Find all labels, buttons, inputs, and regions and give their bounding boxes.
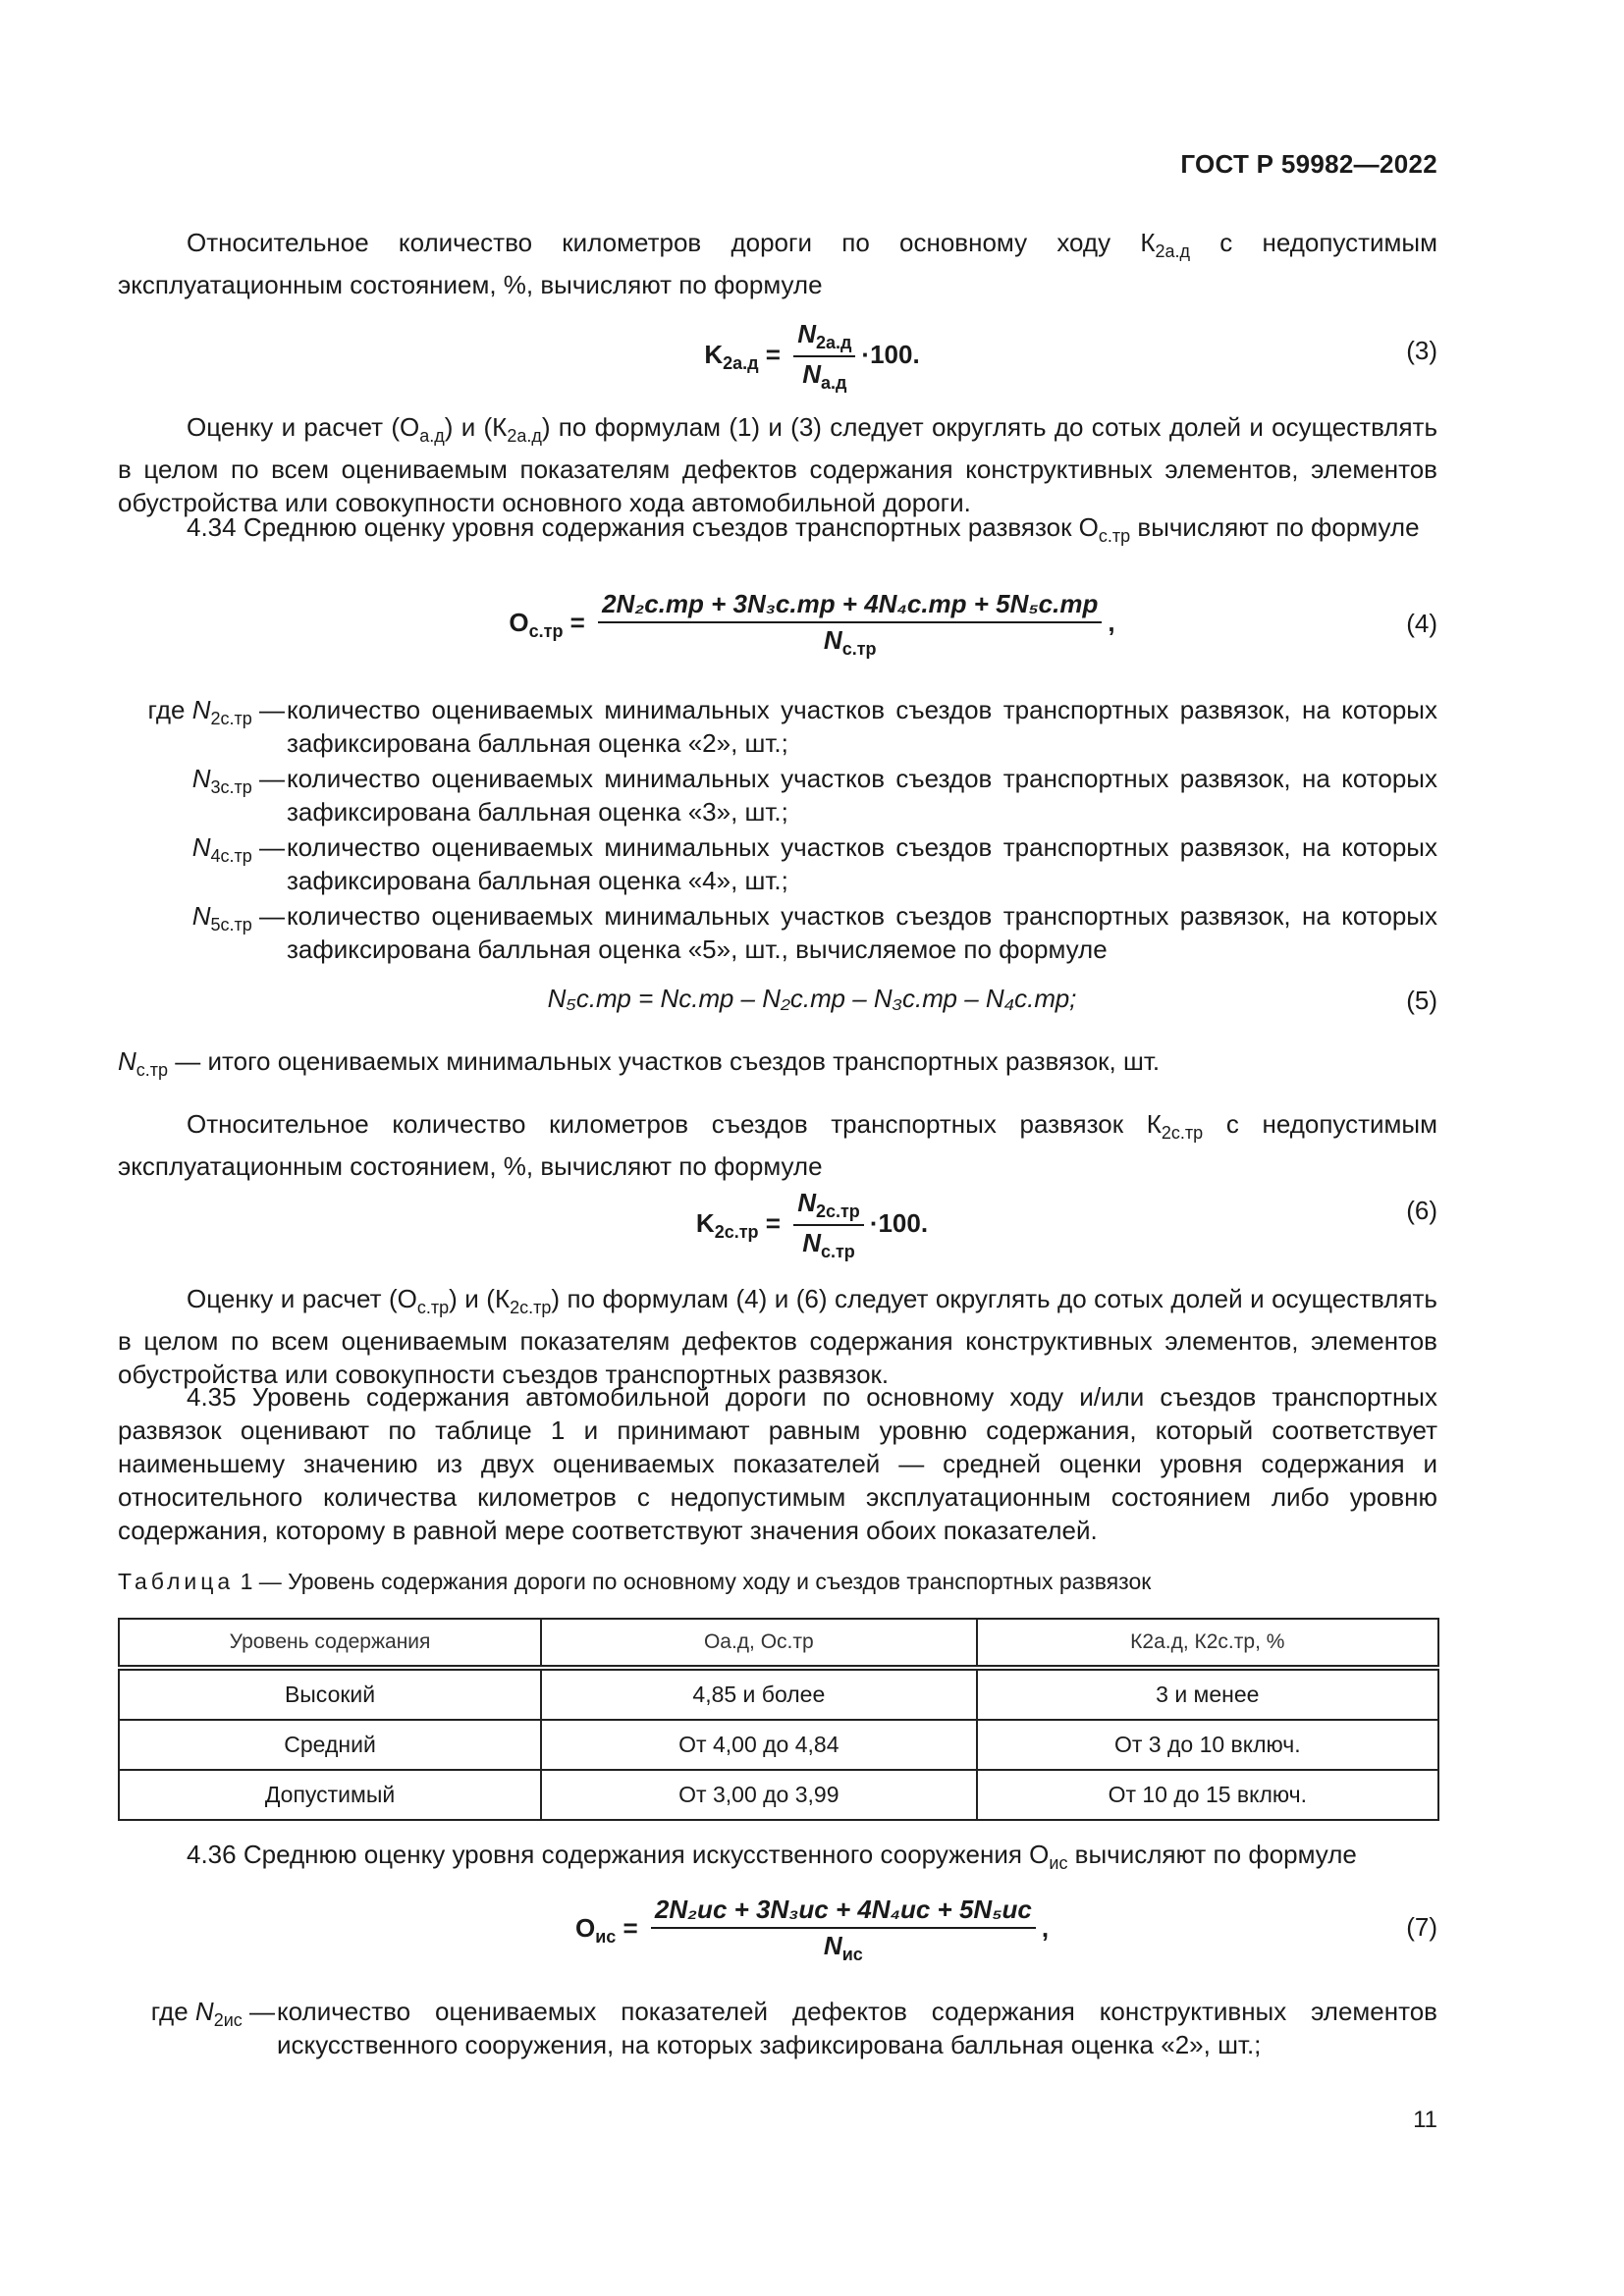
paragraph-4-36: 4.36 Среднюю оценку уровня содержания искусственного сооружения $О_{ис}$ вычисляют по формуле — [187, 1840, 1357, 1873]
formula-5: N₅с.тр = Nс.тр – N₂с.тр – N₃с.тр – N₄с.тр; — [547, 984, 1077, 1013]
table-cell: Высокий — [119, 1668, 541, 1720]
definition-n2is: где $N_{2ис}$ — количество оцениваемых показателей дефектов содержания конструктивных элементов искусственного сооружения, на которых зафиксирована балльная оценка «2», шт.; — [150, 1997, 1437, 2059]
formula-6: $K_{2с.тр}$ = $\frac{N_{2с.тр}}{N_{с.тр}}$ ·100. — [695, 1188, 929, 1261]
table-cell: 4,85 и более — [541, 1668, 977, 1720]
formula-6-number: (6) — [1406, 1196, 1437, 1225]
table-header-row — [119, 1619, 1438, 1668]
paragraph-rounding-2: Оценку и расчет $(О_{с.тр})$ и $(К_{2с.тр})$ по формулам (4) и (6) следует округлять до сотых долей и осуществлять в целом по всем оцениваемым показателям дефектов содержания конструктивных элементов, элементов обустройства или совокупности съездов транспортных развязок. — [118, 1284, 1437, 1389]
table-cell: 3 и менее — [977, 1668, 1438, 1720]
table-cell: От 10 до 15 включ. — [977, 1770, 1438, 1820]
page-number: 11 — [1413, 2107, 1437, 2133]
formula-4-number: (4) — [1406, 609, 1437, 638]
definition-n3ctr: $N_{3с.тр}$ — количество оцениваемых минимальных участков съездов транспортных развязок, на которых зафиксирована балльная оценка «3», шт.; — [191, 764, 1437, 827]
paragraph-rounding-1: Оценку и расчет $(О_{а.д})$ и $(К_{2а.д})$ по формулам (1) и (3) следует округлять до сотых долей и осуществлять в целом по всем оцениваемым показателям дефектов содержания конструктивных элементов, элементов обустройства или совокупности основного хода автомобильной дороги. — [118, 412, 1437, 517]
definition-nctr: $N_{с.тр}$ — итого оцениваемых минимальных участков съездов транспортных развязок, шт. — [118, 1046, 1161, 1080]
formula-3-number: (3) — [1406, 336, 1437, 365]
definition-n5ctr: $N_{5с.тр}$ — количество оцениваемых минимальных участков съездов транспортных развязок, на которых зафиксирована балльная оценка «5», шт., вычисляемое по формуле — [191, 901, 1437, 964]
table-row — [119, 1668, 1438, 1720]
formula-7-number: (7) — [1406, 1912, 1437, 1942]
paragraph-k2ctr-intro: Относительное количество километров съездов транспортных развязок $К_{2с.тр}$ с недопустимым эксплуатационным состоянием, %, вычисляют по формуле — [118, 1109, 1437, 1181]
table-header-level: Уровень содержания — [119, 1619, 541, 1668]
formula-4: $O_{с.тр}$ = $\frac{\text{2N₂с.тр + 3N₃с.тр + 4N₄с.тр + 5N₅с.тр}}{N_{с.тр}}$ , — [509, 589, 1115, 659]
table-cell: Допустимый — [119, 1770, 541, 1820]
table-header-score: Оа.д, Ос.тр — [541, 1619, 977, 1668]
table-1 — [118, 1618, 1439, 1821]
table-header-km: К2а.д, К2с.тр, % — [977, 1619, 1438, 1668]
definition-n4ctr: $N_{4с.тр}$ — количество оцениваемых минимальных участков съездов транспортных развязок, на которых зафиксирована балльная оценка «4», шт.; — [191, 832, 1437, 895]
paragraph-4-34: 4.34 Среднюю оценку уровня содержания съездов транспортных развязок $О_{с.тр}$ вычисляют по формуле — [187, 512, 1420, 546]
table-row — [119, 1720, 1438, 1770]
table-cell: От 3,00 до 3,99 — [541, 1770, 977, 1820]
table-1-caption: Таблица 1 — Уровень содержания дороги по основному ходу и съездов транспортных развязок — [118, 1569, 1152, 1594]
table-row — [119, 1770, 1438, 1820]
formula-3: $K_{2а.д}$ = $\frac{N_{2а.д}}{N_{а.д}}$ ·100. — [704, 319, 920, 393]
paragraph-4-35: 4.35 Уровень содержания автомобильной дороги по основному ходу и/или съездов транспортных развязок оценивают по таблице 1 и принимают равным уровню содержания, который соответствует наименьшему значению из двух оцениваемых показателей — средней оценки уровня содержания и относительного количества километров с недопустимым эксплуатационным состоянием либо уровню содержания, которому в равной мере соответствуют значения обоих показателей. — [118, 1382, 1437, 1545]
formula-7: $O_{ис}$ = $\frac{\text{2N₂ис + 3N₃ис + 4N₄ис + 5N₅ис}}{N_{ис}}$ , — [574, 1895, 1050, 1964]
document-code: ГОСТ Р 59982—2022 — [1180, 149, 1437, 179]
definition-n2ctr: где $N_{2с.тр}$ — количество оцениваемых минимальных участков съездов транспортных развязок, на которых зафиксирована балльная оценка «2», шт.; — [147, 695, 1437, 758]
paragraph-k2ad-intro: Относительное количество километров дороги по основному ходу $К_{2а.д}$ с недопустимым эксплуатационным состоянием, %, вычисляют по формуле — [118, 228, 1437, 299]
formula-5-number: (5) — [1406, 986, 1437, 1015]
table-cell: Средний — [119, 1720, 541, 1770]
table-cell: От 3 до 10 включ. — [977, 1720, 1438, 1770]
table-cell: От 4,00 до 4,84 — [541, 1720, 977, 1770]
